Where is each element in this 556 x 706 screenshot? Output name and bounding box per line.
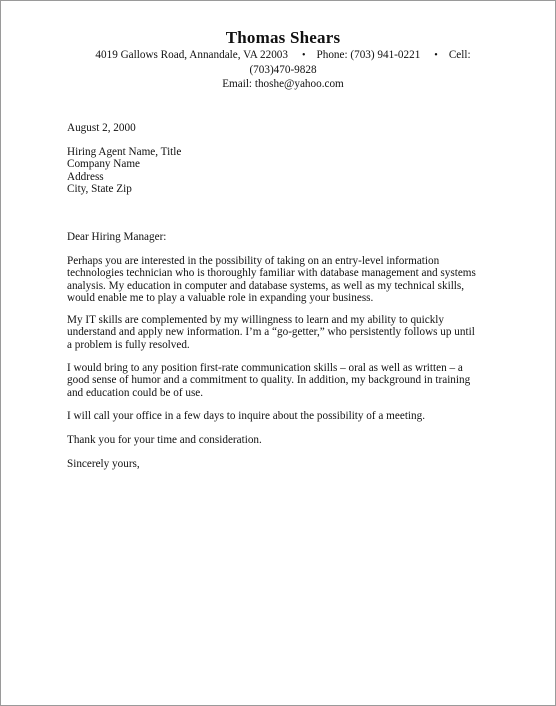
- contact-line: [60, 48, 506, 63]
- date-text: August 2, 2000: [67, 122, 136, 134]
- paragraph-line: I will call your office in a few days to inquire about the possibility of a meeting.: [67, 410, 426, 422]
- paragraph-line: My IT skills are complemented by my willingness to learn and my ability to quickly: [67, 314, 444, 326]
- bullet-separator: •: [434, 50, 438, 61]
- paragraph-line: analysis. My education in computer and database systems, as well as my technical skills,: [67, 279, 465, 292]
- bullet-separator: •: [301, 50, 306, 61]
- paragraph-4: [67, 410, 499, 422]
- salutation: [67, 231, 499, 243]
- paragraph-3: [67, 362, 499, 399]
- cell-number: (703)470-9828: [249, 64, 317, 76]
- paragraph-line: technologies technician who is thoroughly familiar with database management and systems: [67, 267, 476, 280]
- paragraph-line: understand and apply new information. I’m a “go-getter,” who persistently follows up until: [67, 326, 475, 339]
- recipient-block: [67, 146, 499, 195]
- cell-label: Cell:: [448, 49, 471, 61]
- recipient-line: Hiring Agent Name, Title: [67, 146, 182, 158]
- closing-text: Sincerely yours,: [67, 458, 140, 470]
- sender-email: Email: thoshe@yahoo.com: [222, 78, 344, 90]
- paragraph-line: and education could be of use.: [67, 386, 204, 399]
- paragraph-2: [67, 314, 499, 351]
- sender-address: 4019 Gallows Road, Annandale, VA 22003: [95, 49, 288, 61]
- paragraph-5: [67, 434, 499, 446]
- letter-date: [67, 122, 499, 134]
- paragraph-line: would enable me to play a valuable role in expanding your business.: [67, 291, 374, 304]
- letterhead: [60, 28, 506, 91]
- recipient-line: Company Name: [67, 158, 141, 171]
- paragraph-line: a problem is fully resolved.: [67, 338, 190, 351]
- recipient-line: City, State Zip: [67, 182, 132, 195]
- salutation-text: Dear Hiring Manager:: [67, 231, 167, 243]
- paragraph-line: good sense of humor and a commitment to quality. In addition, my background in training: [67, 374, 471, 387]
- recipient-line: Address: [67, 170, 104, 183]
- paragraph-line: I would bring to any position first-rate communication skills – oral as well as written – a: [67, 362, 463, 374]
- sender-name: Thomas Shears: [225, 28, 341, 47]
- paragraph-line: Thank you for your time and consideration.: [67, 434, 262, 446]
- sender-phone: Phone: (703) 941-0221: [316, 49, 421, 61]
- paragraph-line: Perhaps you are interested in the possibility of taking on an entry-level information: [67, 255, 440, 267]
- paragraph-1: [67, 255, 499, 304]
- closing: [67, 458, 499, 470]
